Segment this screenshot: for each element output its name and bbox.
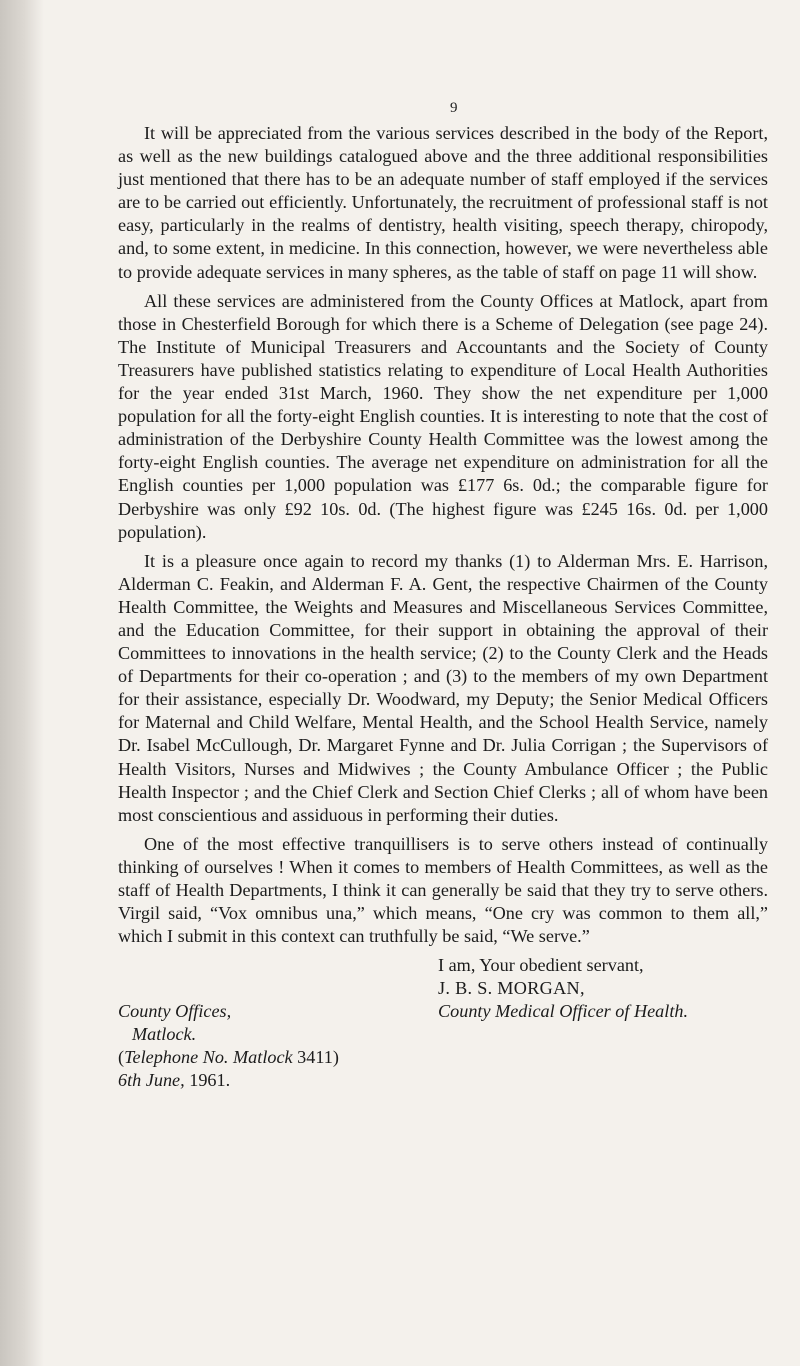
telephone-number: 3411 <box>297 1047 333 1068</box>
report-page <box>118 122 768 1094</box>
closing-salutation: I am, Your obedient servant, <box>438 955 644 976</box>
date-line <box>118 1069 339 1092</box>
page-number: 9 <box>450 100 458 116</box>
paragraph-serving-others: One of the most effective tranquillisers is to serve others instead of continually thinking of ourselves ! When it comes to members of Health Committees, as well as the staff of Health Departments, I think it can generally be said that they try to serve others. Virgil said, “Vox omnibus una,” which means, “One cry was common to them all,” which I submit in this context can truthfully be said, “We serve.” <box>118 833 768 947</box>
scan-margin-shadow <box>0 0 44 1366</box>
address-block <box>118 1000 339 1092</box>
paragraph-acknowledgements: It is a pleasure once again to record my thanks (1) to Alderman Mrs. E. Harrison, Alderman C. Feakin, and Alderman F. A. Gent, the respective Chairmen of the County Health Committee, the Weights and Measures and Miscellaneous Services Committee, and the Education Committee, for their support in obtaining the approval of their Committees to innovations in the health service; (2) to the County Clerk and the Heads of Departments for their co-operation ; and (3) to the members of my own Department for their assistance, especially Dr. Woodward, my Deputy; the Senior Medical Officers for Maternal and Child Welfare, Mental Health, and the School Health Service, namely Dr. Isabel McCullough, Dr. Margaret Fynne and Dr. Julia Corrigan ; the Supervisors of Health Visitors, Nurses and Midwives ; the County Ambulance Officer ; the Public Health Inspector ; and the Chief Clerk and Section Chief Clerks ; all of whom have been most conscientious and assiduous in performing their duties. <box>118 550 768 825</box>
signature <box>438 954 768 1023</box>
telephone-label: Telephone No. Matlock <box>124 1047 293 1068</box>
paragraph-staffing: It will be appreciated from the various services described in the body of the Report, as well as the new buildings catalogued above and the three additional responsibilities just mentioned that there has to be an adequate number of staff employed if the services are to be carried out efficiently. Unfortunately, the recruitment of professional staff is not easy, particularly in the realms of dentistry, health visiting, speech therapy, chiropody, and, to some extent, in medicine. In this connection, however, we were nevertheless able to provide adequate services in many spheres, as the table of staff on page 11 will show. <box>118 123 768 282</box>
address-line-2: Matlock. <box>132 1024 197 1045</box>
telephone-line: (Telephone No. Matlock 3411) <box>118 1047 339 1068</box>
paragraph-administration: All these services are administered from the County Offices at Matlock, apart from those in Chesterfield Borough for which there is a Scheme of Delegation (see page 24). The Institute of Municipal Treasurers and Accountants and the Society of County Treasurers have published statistics relating to expenditure of Local Health Authorities for the year ended 31st March, 1960. They show the net expenditure per 1,000 population for all the forty-eight English counties. It is interesting to note that the cost of administration of the Derbyshire County Health Committee was the lowest among the forty-eight English counties. The average net expenditure on administration for all the English counties per 1,000 population was £177 6s. 0d.; the comparable figure for Derbyshire was only £92 10s. 0d. (The highest figure was £245 16s. 0d. per 1,000 population). <box>118 290 768 542</box>
signature-block <box>118 954 768 1094</box>
date-year: 1961. <box>189 1070 231 1091</box>
date-day: 6th June, <box>118 1070 185 1091</box>
signatory-title: County Medical Officer of Health. <box>438 1001 689 1022</box>
address-line-1: County Offices, <box>118 1001 232 1022</box>
signatory-name: J. B. S. MORGAN, <box>438 978 585 999</box>
